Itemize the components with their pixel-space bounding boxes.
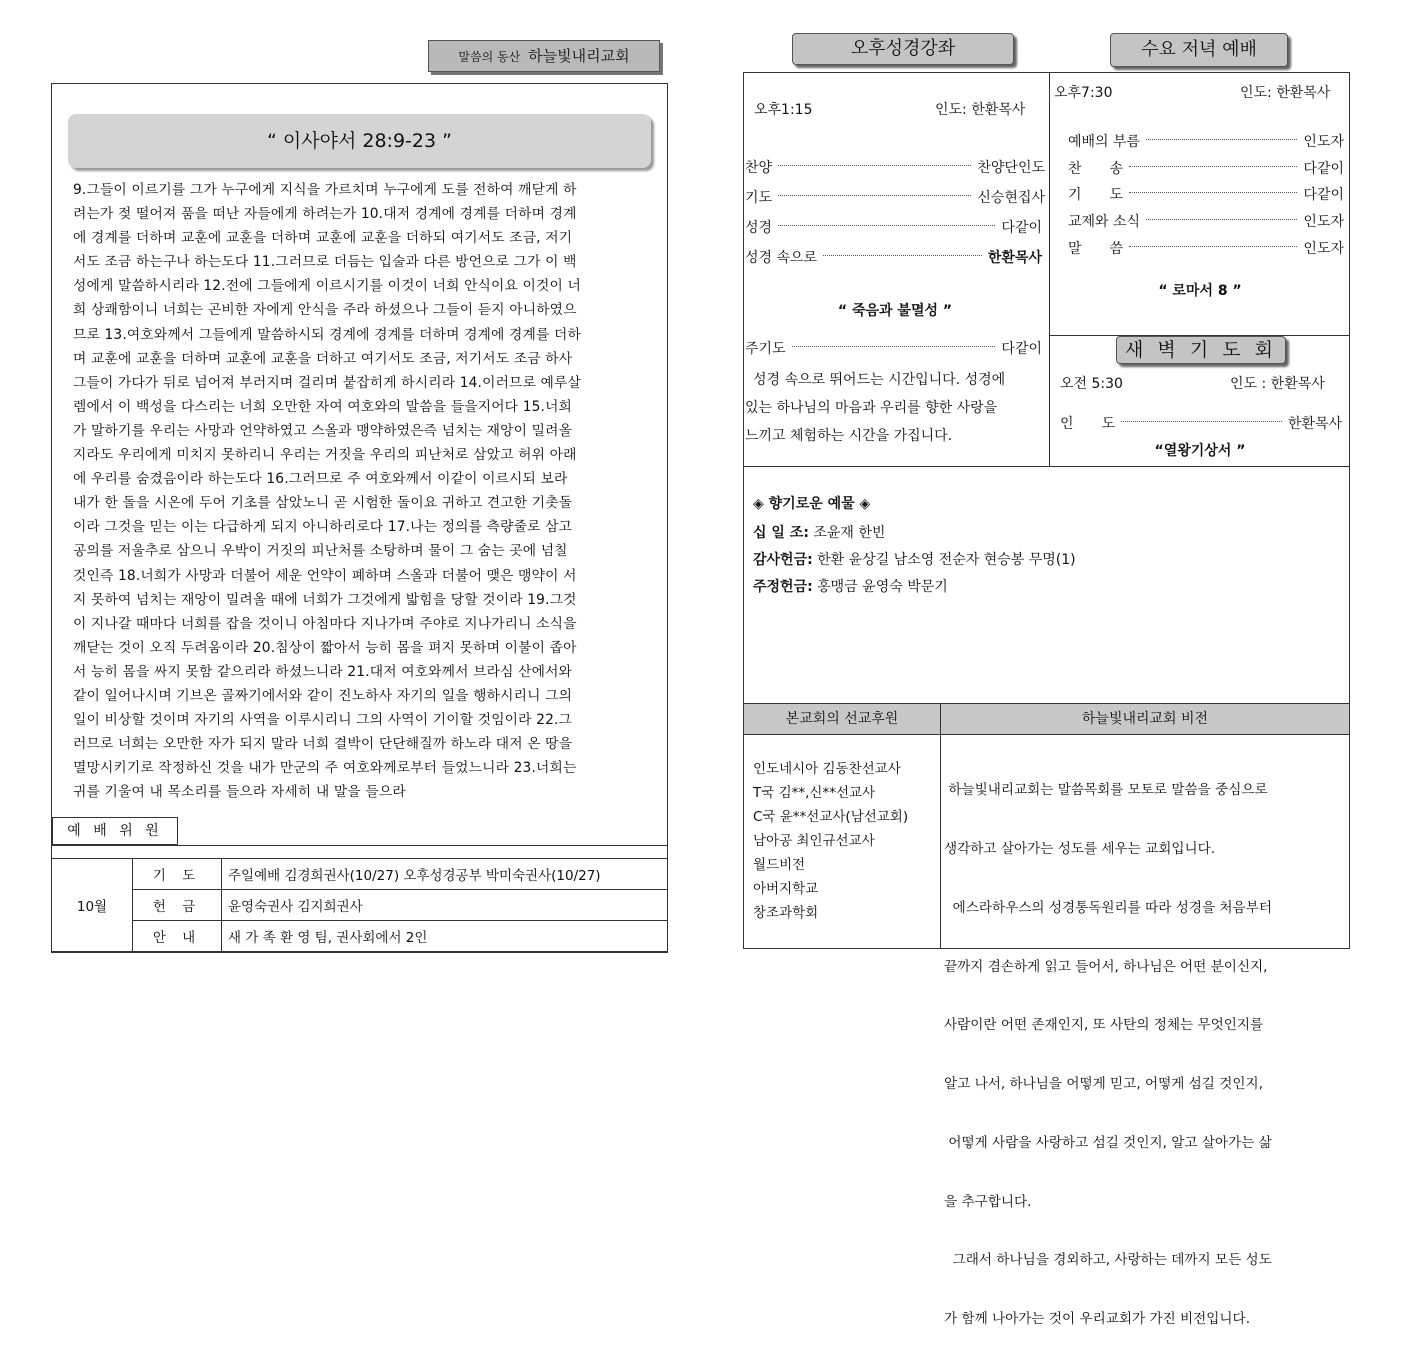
offering-label: 감사헌금: bbox=[753, 552, 813, 568]
divider bbox=[940, 734, 941, 949]
offering-label: 주정헌금: bbox=[753, 579, 813, 595]
description-line: 느끼고 체험하는 시간을 가집니다. bbox=[745, 428, 953, 444]
scripture-line: 에 경계를 더하며 교훈에 교훈을 더하며 교훈에 교훈을 더하되 여기서도 조금, 저기 bbox=[73, 230, 573, 247]
offering-label: 십 일 조: bbox=[753, 525, 809, 541]
order-item bbox=[745, 157, 1045, 177]
list-item: T국 김**,신**선교사 bbox=[753, 785, 876, 801]
scripture-title: “ 이사야서 28:9-23 ” bbox=[68, 114, 651, 168]
order-label: 찬 송 bbox=[1068, 161, 1124, 177]
order-item bbox=[745, 217, 1042, 237]
table-row bbox=[52, 859, 668, 890]
scripture-line: 이라 그것을 믿는 이는 다급하게 되지 아니하리로다 17.나는 정의를 측량줄로 삼고 bbox=[73, 519, 573, 536]
order-value: 다같이 bbox=[1303, 161, 1344, 177]
table-row bbox=[52, 921, 668, 952]
order-label: 교제와 소식 bbox=[1068, 214, 1141, 230]
offering-names: 조윤재 한빈 bbox=[813, 525, 886, 541]
duty-role: 헌 금 bbox=[133, 890, 222, 921]
order-label: 말 씀 bbox=[1068, 241, 1124, 257]
vision-line: 알고 나서, 하나님을 어떻게 믿고, 어떻게 섬길 것인지, bbox=[944, 1076, 1263, 1093]
offering-row bbox=[753, 522, 885, 542]
order-item bbox=[1068, 211, 1344, 231]
scripture-line: 러므로 너희는 오만한 자가 되지 말라 너희 결박이 단단해질까 하노라 대저 온 땅을 bbox=[73, 736, 573, 753]
offering-row bbox=[753, 549, 1076, 569]
offering-row bbox=[753, 576, 948, 596]
duty-value: 윤영숙권사 김지희권사 bbox=[222, 890, 668, 921]
order-label: 성경 bbox=[745, 220, 773, 236]
order-label: 인 도 bbox=[1060, 416, 1116, 432]
description-line: 있는 하나님의 마음과 우리를 향한 사랑을 bbox=[745, 400, 998, 416]
divider bbox=[1049, 72, 1050, 466]
vision-line: 사람이란 어떤 존재인지, 또 사탄의 정체는 무엇인지를 bbox=[944, 1017, 1264, 1034]
leader-dots bbox=[1146, 219, 1297, 220]
scripture-line: 일이 비상할 것이며 자기의 사역을 이루시리니 그의 사역이 기이할 것임이라 22.그 bbox=[73, 712, 573, 729]
dawn-header: 새 벽 기 도 회 bbox=[1116, 336, 1286, 364]
leader-dots bbox=[1121, 421, 1282, 422]
order-label: 찬양 bbox=[745, 160, 773, 176]
leader-dots bbox=[792, 346, 996, 347]
order-label: 성경 속으로 bbox=[745, 250, 818, 266]
leader-dots bbox=[1146, 139, 1297, 140]
scripture-line: 며 교훈에 교훈을 더하며 교훈에 교훈을 더하고 여기서도 조금, 저기서도 조금 하사 bbox=[73, 350, 573, 367]
description-line: 성경 속으로 뛰어드는 시간입니다. 성경에 bbox=[753, 372, 1006, 388]
scripture-line: 려는가 젖 떨어져 품을 떠난 자들에게 하려는가 10.대저 경계에 경계를 더하며 경계 bbox=[73, 206, 577, 223]
dawn-sermon-title: “열왕기상서 ” bbox=[1154, 443, 1246, 459]
order-label: 예배의 부름 bbox=[1068, 134, 1141, 150]
vision-line: 가 함께 나아가는 것이 우리교회가 가진 비전입니다. bbox=[944, 1311, 1251, 1328]
scripture-line: 9.그들이 이르기를 그가 누구에게 지식을 가르치며 누구에게 도를 전하여 깨닫게 하 bbox=[73, 182, 577, 198]
leader-dots bbox=[1129, 166, 1297, 167]
duty-role: 안 내 bbox=[133, 921, 222, 952]
list-item: C국 윤**선교사(남선교회) bbox=[753, 809, 909, 825]
scripture-line: 므로 13.여호와께서 그들에게 말씀하시되 경계에 경계를 더하며 경계에 경계를 더하 bbox=[73, 326, 581, 343]
offering-names: 홍맹금 윤영숙 박문기 bbox=[817, 579, 948, 595]
duty-role: 기 도 bbox=[133, 859, 222, 890]
leader-dots bbox=[778, 225, 995, 226]
list-item: 남아공 최인규선교사 bbox=[753, 833, 875, 849]
offering-header: ◈ 향기로운 예물 ◈ bbox=[753, 496, 871, 512]
vision-line: 을 추구합니다. bbox=[944, 1193, 1032, 1210]
order-value: 한환목사 bbox=[987, 250, 1042, 266]
scripture-line: 에 우리를 숨겼음이라 하는도다 16.그러므로 주 여호와께서 이같이 이르시되 보라 bbox=[73, 471, 568, 488]
divider bbox=[743, 466, 1350, 467]
dawn-time: 오전 5:30 bbox=[1060, 376, 1123, 392]
order-value: 인도자 bbox=[1303, 134, 1344, 150]
scripture-line: 지라도 우리에게 미치지 못하리니 우리는 거짓을 우리의 피난처로 삼았고 허위 아래 bbox=[73, 447, 577, 464]
leader-dots bbox=[778, 165, 971, 166]
afternoon-description bbox=[745, 366, 1048, 450]
scripture-line: 가 말하기를 우리는 사망과 언약하였고 스올과 맹약하였은즉 넘치는 재앙이 밀려올 bbox=[73, 422, 573, 439]
vision-line: 생각하고 살아가는 성도를 세우는 교회입니다. bbox=[944, 840, 1216, 857]
scripture-line: 멸망시키기로 작정하신 것을 내가 만군의 주 여호와께로부터 들었느니라 23.너희는 bbox=[73, 760, 577, 777]
worship-committee-label: 예 배 위 원 bbox=[52, 817, 178, 845]
duty-table bbox=[51, 858, 668, 952]
order-value: 찬양단인도 bbox=[977, 160, 1045, 176]
scripture-line: 서 능히 몸을 싸지 못함 같으리라 하셨느니라 21.대저 여호와께서 브라심 산에서와 bbox=[73, 663, 573, 680]
vision-line: 하늘빛내리교회는 말씀목회를 모토로 말씀을 중심으로 bbox=[944, 782, 1268, 799]
scripture-line: 공의를 저울추로 삼으니 우박이 거짓의 피난처를 소탕하며 물이 그 숨는 곳에 넘칠 bbox=[73, 543, 568, 560]
order-value: 다같이 bbox=[1001, 220, 1042, 236]
duty-value: 주일예배 김경희권사(10/27) 오후성경공부 박미숙권사(10/27) bbox=[222, 859, 668, 890]
scripture-line: 그들이 가다가 뒤로 넘어져 부러지며 걸리며 붙잡히게 하시리라 14.이러므로 예루살 bbox=[73, 374, 581, 391]
wednesday-sermon-title: “ 로마서 8 ” bbox=[1158, 283, 1242, 299]
scripture-line: 것인즉 18.너희가 사망과 더불어 세운 언약이 폐하며 스올과 더불어 맺은 맹약이 서 bbox=[73, 567, 577, 584]
afternoon-header: 오후성경강좌 bbox=[792, 33, 1014, 65]
church-name: 하늘빛내리교회 bbox=[528, 47, 630, 65]
list-item: 창조과학회 bbox=[753, 905, 819, 921]
vision-line: 끝까지 겸손하게 읽고 들어서, 하나님은 어떤 분이신지, bbox=[944, 958, 1268, 975]
scripture-line: 이 지나갈 때마다 너희를 잡을 것이니 아침마다 지나가며 주야로 지나가리니 소식을 bbox=[73, 615, 577, 632]
list-item: 아버지학교 bbox=[753, 881, 819, 897]
scripture-line: 같이 일어나시며 기브온 골짜기에서와 같이 진노하사 자기의 일을 행하시리니 그의 bbox=[73, 687, 573, 704]
scripture-line: 귀를 기울여 내 목소리를 들으라 자세히 내 말을 들으라 bbox=[73, 784, 406, 801]
divider bbox=[51, 845, 668, 846]
vision-text bbox=[944, 742, 1346, 1349]
order-item bbox=[745, 187, 1045, 207]
scripture-line: 성에게 말씀하시리라 12.전에 그들에게 이르시기를 이것이 너희 안식이요 이것이 너 bbox=[73, 278, 581, 295]
scripture-line: 서도 조금 하는구나 하는도다 11.그러므로 더듬는 입술과 다른 방언으로 그가 이 백 bbox=[73, 254, 577, 271]
scripture-line: 희 상쾌함이니 너희는 곤비한 자에게 안식을 주라 하셨으나 그들이 듣지 아니하였으 bbox=[73, 302, 577, 319]
afternoon-time: 오후1:15 bbox=[754, 102, 813, 118]
vision-line: 어떻게 사람을 사랑하고 섬길 것인지, 알고 살아가는 삶 bbox=[944, 1134, 1272, 1151]
afternoon-sermon-title: “ 죽음과 불멸성 ” bbox=[837, 303, 953, 319]
scripture-line: 내가 한 돌을 시온에 두어 기초를 삼았노니 곧 시험한 돌이요 귀하고 견고한 기촛돌 bbox=[73, 495, 573, 512]
order-value: 인도자 bbox=[1303, 241, 1344, 257]
order-value: 다같이 bbox=[1303, 187, 1344, 203]
order-item bbox=[745, 247, 1042, 267]
list-item: 월드비전 bbox=[753, 857, 806, 873]
order-value: 인도자 bbox=[1303, 214, 1344, 230]
order-item bbox=[1068, 184, 1344, 204]
leader-dots bbox=[1129, 246, 1297, 247]
order-item bbox=[1060, 413, 1342, 433]
order-value: 신승현집사 bbox=[977, 190, 1045, 206]
church-tag bbox=[428, 40, 660, 72]
vision-line: 에스라하우스의 성경통독원리를 따라 성경을 처음부터 bbox=[944, 899, 1272, 916]
list-item: 인도네시아 김동찬선교사 bbox=[753, 761, 901, 777]
vision-header: 하늘빛내리교회 비전 bbox=[940, 703, 1350, 735]
leader-dots bbox=[823, 255, 982, 256]
leader-dots bbox=[778, 195, 971, 196]
duty-value: 새 가 족 환 영 팀, 권사회에서 2인 bbox=[222, 921, 668, 952]
dawn-leader: 인도 : 한환목사 bbox=[1230, 376, 1325, 392]
wednesday-header: 수요 저녁 예배 bbox=[1110, 33, 1288, 67]
scripture-line: 지 못하여 넘치는 재앙이 밀려올 때에 너희가 그것에게 밟힘을 당할 것이라 19.그것 bbox=[73, 591, 577, 608]
order-value: 다같이 bbox=[1001, 341, 1042, 357]
offering-names: 한환 윤상길 남소영 전순자 현승봉 무명(1) bbox=[817, 552, 1076, 568]
duty-month: 10월 bbox=[52, 859, 133, 952]
missions-list bbox=[753, 757, 908, 925]
order-label: 기도 bbox=[745, 190, 773, 206]
afternoon-leader: 인도: 한환목사 bbox=[935, 102, 1026, 118]
order-value: 한환목사 bbox=[1287, 416, 1342, 432]
leader-dots bbox=[1129, 192, 1297, 193]
church-tag-motto: 말씀의 동산 bbox=[458, 50, 521, 64]
order-item bbox=[745, 338, 1042, 358]
order-label: 주기도 bbox=[745, 341, 786, 357]
scripture-line: 깨닫는 것이 오직 두려움이라 20.침상이 짧아서 능히 몸을 펴지 못하며 이불이 좁아 bbox=[73, 639, 577, 656]
order-item bbox=[1068, 158, 1344, 178]
missions-header: 본교회의 선교후원 bbox=[743, 703, 941, 735]
order-item bbox=[1068, 131, 1344, 151]
wednesday-time: 오후7:30 bbox=[1054, 85, 1113, 101]
order-item bbox=[1068, 238, 1344, 258]
wednesday-leader: 인도: 한환목사 bbox=[1240, 85, 1331, 101]
vision-line: 그래서 하나님을 경외하고, 사랑하는 데까지 모든 성도 bbox=[944, 1252, 1272, 1269]
order-label: 기 도 bbox=[1068, 187, 1124, 203]
scripture-line: 렘에서 이 백성을 다스리는 너희 오만한 자여 여호와의 말씀을 들을지어다 15.너희 bbox=[73, 398, 573, 415]
table-row bbox=[52, 890, 668, 921]
scripture-text bbox=[73, 178, 663, 804]
